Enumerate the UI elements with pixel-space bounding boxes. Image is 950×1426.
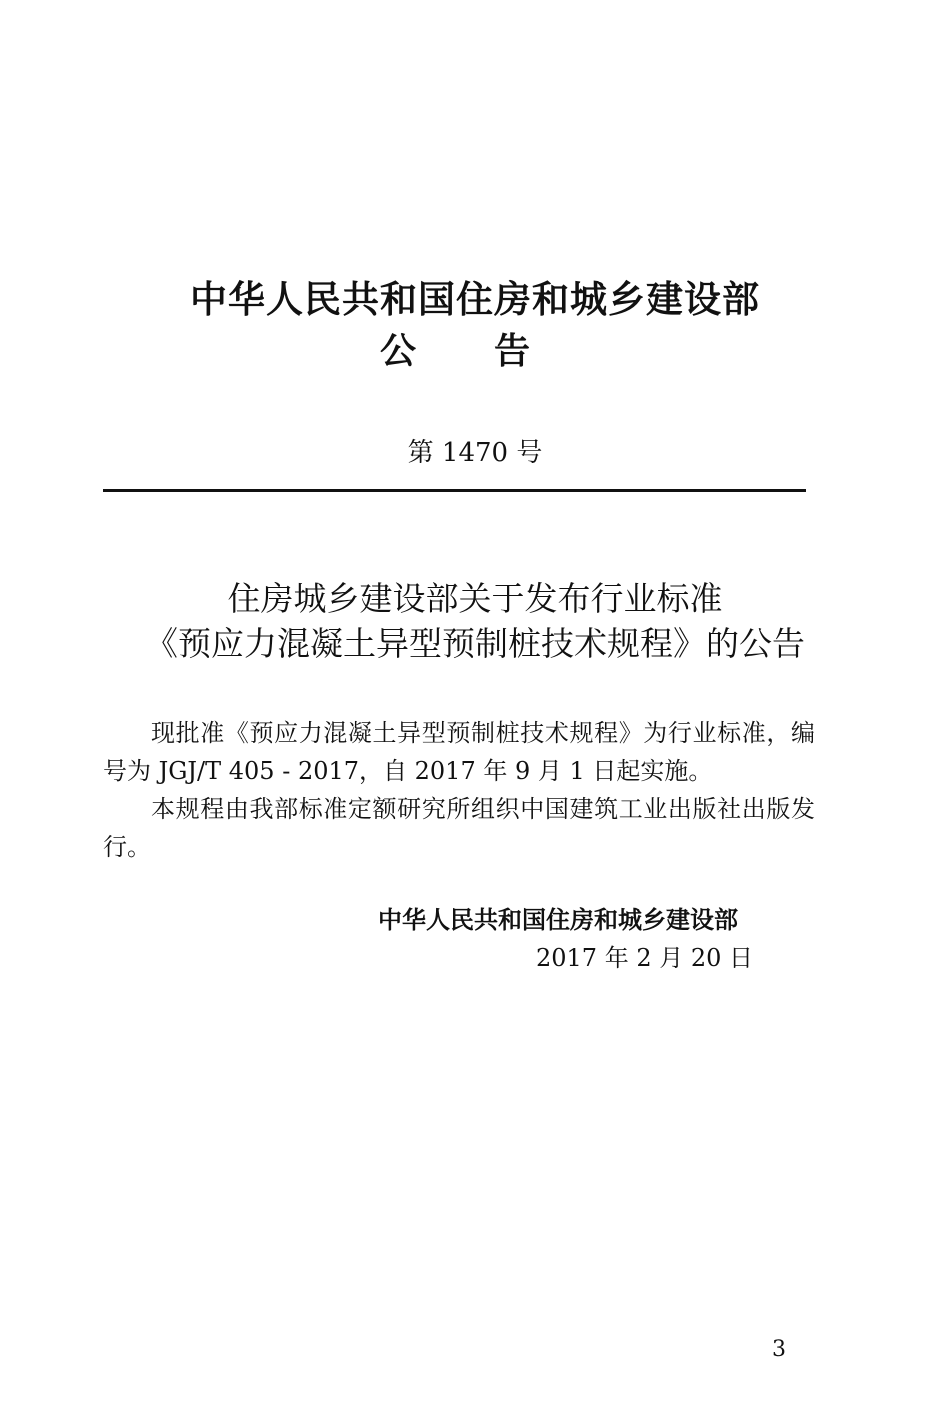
page-number: 3	[772, 1337, 786, 1362]
notice-title-line: 住房城乡建设部关于发布行业标准	[227, 579, 723, 618]
body-paragraph: 现批准《预应力混凝土异型预制桩技术规程》为行业标准，编号为 JGJ/T 405 - 2017，自 2017 年 9 月 1 日起实施。	[103, 719, 815, 785]
announcement-number: 第 1470 号	[407, 438, 543, 468]
ministry-title: 中华人民共和国住房和城乡建设部	[190, 278, 760, 321]
announcement-char: 公	[380, 331, 417, 372]
signature-date: 2017 年 2 月 20 日	[536, 944, 754, 972]
body-paragraph: 本规程由我部标准定额研究所组织中国建筑工业出版社出版发行。	[103, 795, 815, 861]
signature-organization: 中华人民共和国住房和城乡建设部	[378, 906, 738, 934]
notice-title	[0, 576, 950, 666]
announcement-char: 告	[493, 331, 530, 372]
notice-title-line: 《预应力混凝土异型预制桩技术规程》的公告	[145, 624, 805, 663]
announcement-heading	[380, 330, 530, 374]
body-text	[103, 714, 815, 866]
header-divider	[103, 489, 806, 492]
